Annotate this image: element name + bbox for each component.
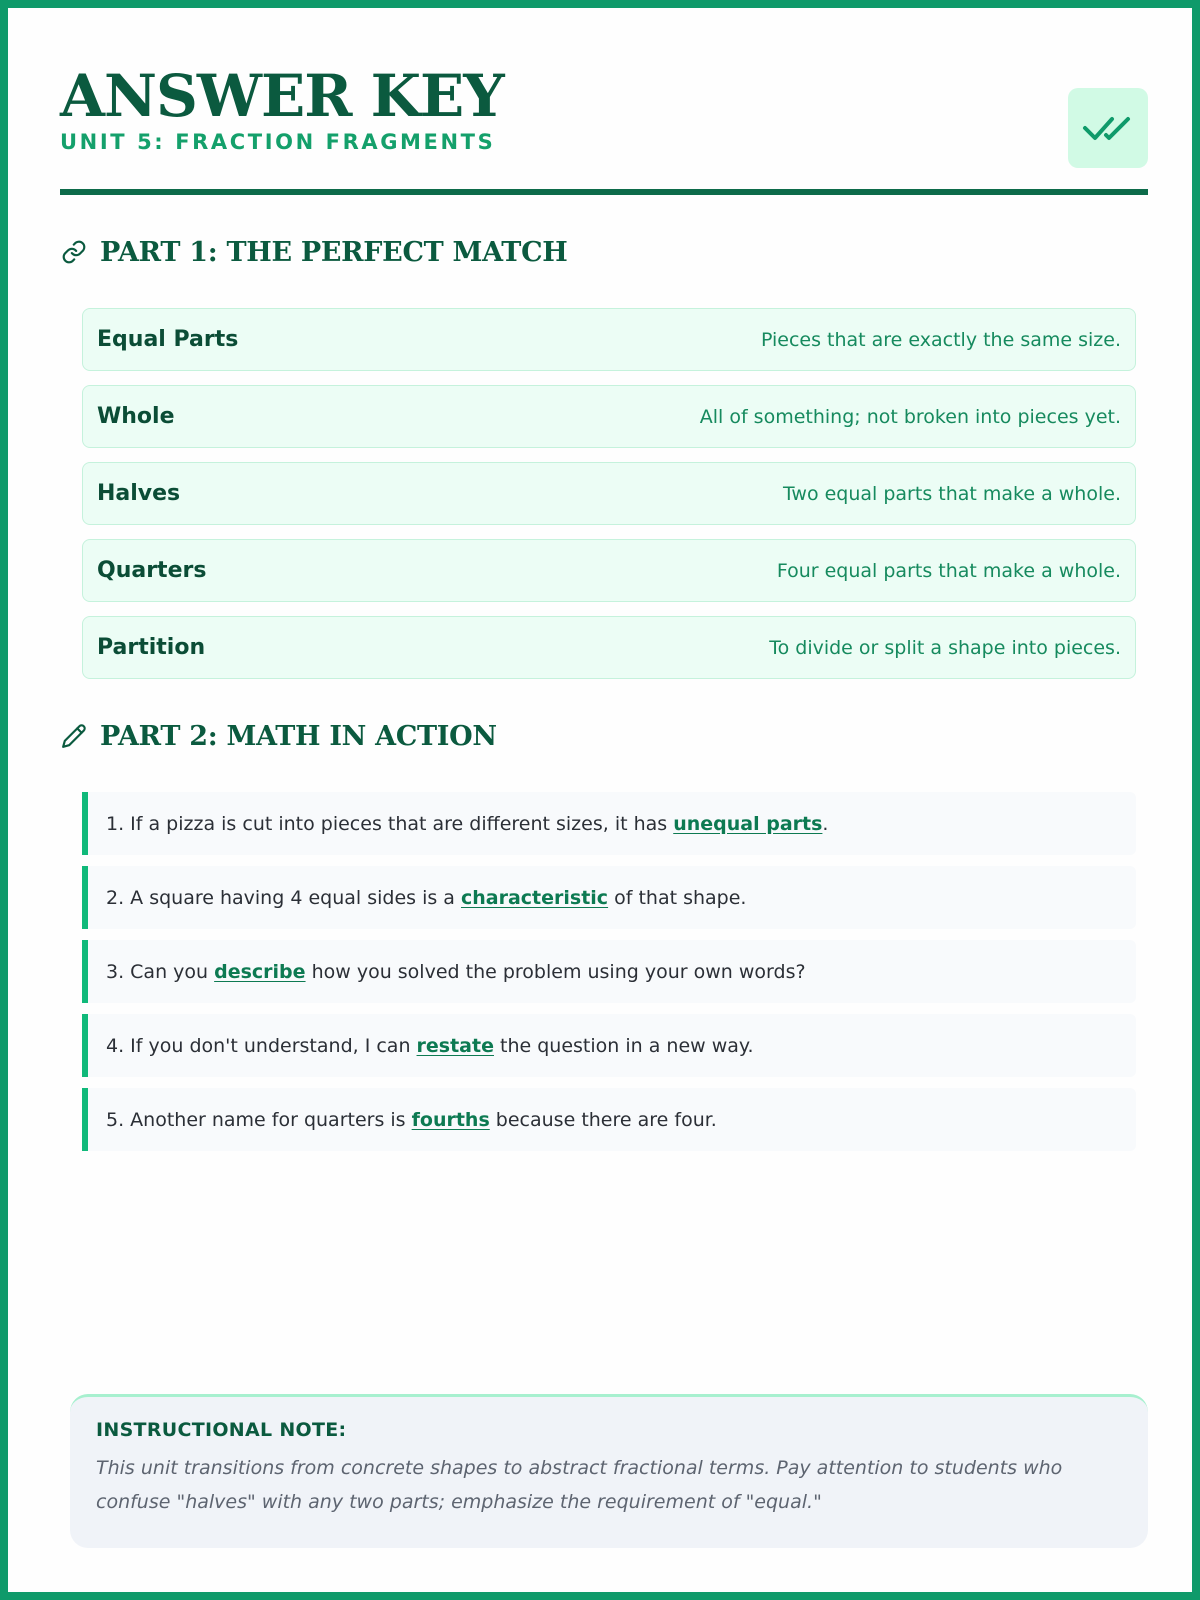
sentence-text: 2. A square having 4 equal sides is a xyxy=(106,886,461,909)
answer-sentence xyxy=(82,866,1136,929)
match-term: Equal Parts xyxy=(97,327,239,352)
sentence-text: how you solved the problem using your own words? xyxy=(305,960,806,983)
part1-heading xyxy=(60,232,567,272)
instructional-note xyxy=(70,1394,1148,1548)
match-item xyxy=(82,616,1136,679)
answer-word: restate xyxy=(416,1034,494,1057)
match-definition: Four equal parts that make a whole. xyxy=(776,559,1121,582)
completed-badge xyxy=(1068,88,1148,168)
match-definition: All of something; not broken into pieces yet. xyxy=(699,405,1121,428)
answer-word: unequal parts xyxy=(673,812,823,835)
match-definition: Two equal parts that make a whole. xyxy=(782,482,1121,505)
page-header xyxy=(60,64,1148,198)
sentence-text: of that shape. xyxy=(608,886,747,909)
match-term: Partition xyxy=(97,635,206,660)
part2-title: PART 2: MATH IN ACTION xyxy=(100,720,497,752)
sentence-text: 3. Can you xyxy=(106,960,215,983)
match-term: Whole xyxy=(97,404,175,429)
note-title: INSTRUCTIONAL NOTE: xyxy=(96,1419,347,1441)
match-item xyxy=(82,308,1136,371)
answer-sentence xyxy=(82,1088,1136,1151)
page-title: ANSWER KEY xyxy=(60,62,504,130)
header-divider xyxy=(60,189,1148,195)
page-subtitle: UNIT 5: FRACTION FRAGMENTS xyxy=(60,130,496,154)
answer-sentence xyxy=(82,792,1136,855)
pencil-icon xyxy=(60,722,88,750)
sentence-text: because there are four. xyxy=(489,1108,717,1131)
sentence-text: the question in a new way. xyxy=(493,1034,754,1057)
match-definition: To divide or split a shape into pieces. xyxy=(769,636,1121,659)
note-body: This unit transitions from concrete shapes to abstract fractional terms. Pay attention to students who confuse "halves" with any two parts; emphasize the requirement of "equal." xyxy=(96,1457,1063,1513)
sentence-text: . xyxy=(822,812,829,835)
match-item xyxy=(82,462,1136,525)
vocabulary-match-list xyxy=(82,308,1136,693)
match-term: Quarters xyxy=(97,558,207,583)
match-definition: Pieces that are exactly the same size. xyxy=(760,328,1121,351)
match-item xyxy=(82,539,1136,602)
answer-word: fourths xyxy=(411,1108,490,1131)
sentence-text: 5. Another name for quarters is xyxy=(106,1108,412,1131)
part1-title: PART 1: THE PERFECT MATCH xyxy=(100,236,568,268)
sentence-text: 1. If a pizza is cut into pieces that are different sizes, it has xyxy=(106,812,674,835)
answer-word: characteristic xyxy=(460,886,609,909)
answer-sentence xyxy=(82,1014,1136,1077)
answer-word: describe xyxy=(214,960,306,983)
double-check-icon xyxy=(1082,111,1134,145)
fill-in-answers xyxy=(82,792,1136,1162)
answer-sentence xyxy=(82,940,1136,1003)
match-item xyxy=(82,385,1136,448)
link-icon xyxy=(60,238,88,266)
match-term: Halves xyxy=(97,481,181,506)
part2-heading xyxy=(60,716,497,756)
sentence-text: 4. If you don't understand, I can xyxy=(106,1034,417,1057)
